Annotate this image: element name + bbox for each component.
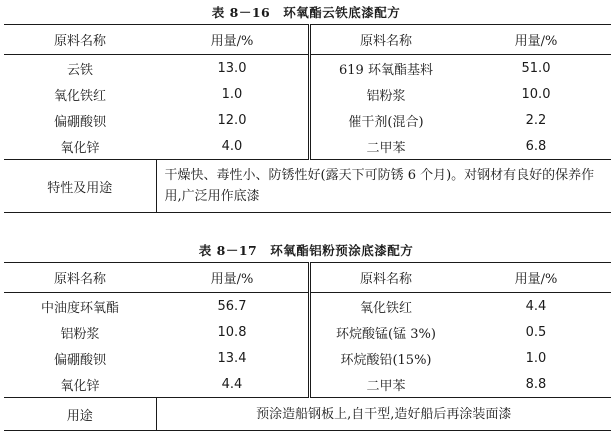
material-name: 二甲苯 (310, 133, 462, 160)
recipe-table (4, 262, 611, 431)
table-row (4, 345, 611, 371)
header-amount: 用量/% (156, 263, 310, 293)
amount-value: 4.4 (525, 298, 547, 314)
amount-value: 51.0 (521, 60, 551, 76)
amount-value: 56.7 (217, 298, 247, 314)
table-footer-row (4, 160, 611, 213)
material-name: 二甲苯 (310, 371, 462, 398)
amount-value: 4.0 (156, 133, 310, 160)
header-material: 原料名称 (4, 25, 156, 55)
recipe-table (4, 24, 611, 213)
table-row (4, 81, 611, 107)
table-footer-row (4, 398, 611, 431)
table-caption: 表 8－17 环氧酯铝粉预涂底漆配方 (198, 243, 414, 258)
header-material: 原料名称 (310, 25, 462, 55)
table-header-row (4, 25, 611, 55)
material-name: 环烷酸铅(15%) (310, 345, 462, 371)
material-name: 氧化铁红 (310, 293, 462, 320)
amount-value: 1.0 (221, 86, 243, 102)
table-row (4, 371, 611, 398)
footer-label: 特性及用途 (4, 160, 156, 213)
amount-value: 12.0 (217, 112, 247, 128)
material-name: 中油度环氧酯 (40, 300, 119, 316)
header-amount: 用量/% (461, 25, 611, 55)
material-name: 偏硼酸钡 (53, 352, 106, 368)
table-row (4, 133, 611, 160)
table-row (4, 107, 611, 133)
footer-label: 用途 (4, 398, 156, 431)
amount-value: 4.4 (156, 371, 310, 398)
material-name: 氧化锌 (4, 371, 156, 398)
header-material: 原料名称 (310, 263, 462, 293)
amount-value: 6.8 (461, 133, 611, 160)
table-row (4, 319, 611, 345)
material-name: 铝粉浆 (310, 81, 462, 107)
footer-text: 干燥快、毒性小、防锈性好(露天下可防锈 6 个月)。对钢材有良好的保养作用,广泛用作底漆 (156, 160, 611, 213)
footer-text: 预涂造船钢板上,自干型,造好船后再涂装面漆 (156, 398, 611, 431)
amount-value: 8.8 (461, 371, 611, 398)
amount-value: 2.2 (525, 112, 547, 128)
material-name: 铝粉浆 (60, 326, 100, 342)
amount-value: 1.0 (525, 350, 547, 366)
amount-value: 10.8 (217, 324, 247, 340)
header-amount: 用量/% (461, 263, 611, 293)
material-name: 环烷酸锰(锰 3%) (310, 319, 462, 345)
amount-value: 13.4 (217, 350, 247, 366)
amount-value: 0.5 (525, 324, 547, 340)
table-caption: 表 8－16 环氧酯云铁底漆配方 (211, 5, 401, 20)
material-name: 催干剂(混合) (310, 107, 462, 133)
table-row (4, 55, 611, 82)
amount-value: 13.0 (217, 60, 247, 76)
table-row (4, 293, 611, 320)
material-name: 云铁 (66, 62, 93, 78)
amount-value: 10.0 (521, 86, 551, 102)
header-amount: 用量/% (156, 25, 310, 55)
table-header-row (4, 263, 611, 293)
material-name: 偏硼酸钡 (53, 114, 106, 130)
material-name: 氧化铁红 (53, 88, 106, 104)
material-name: 619 环氧酯基料 (310, 55, 462, 82)
header-material: 原料名称 (4, 263, 156, 293)
material-name: 氧化锌 (4, 133, 156, 160)
